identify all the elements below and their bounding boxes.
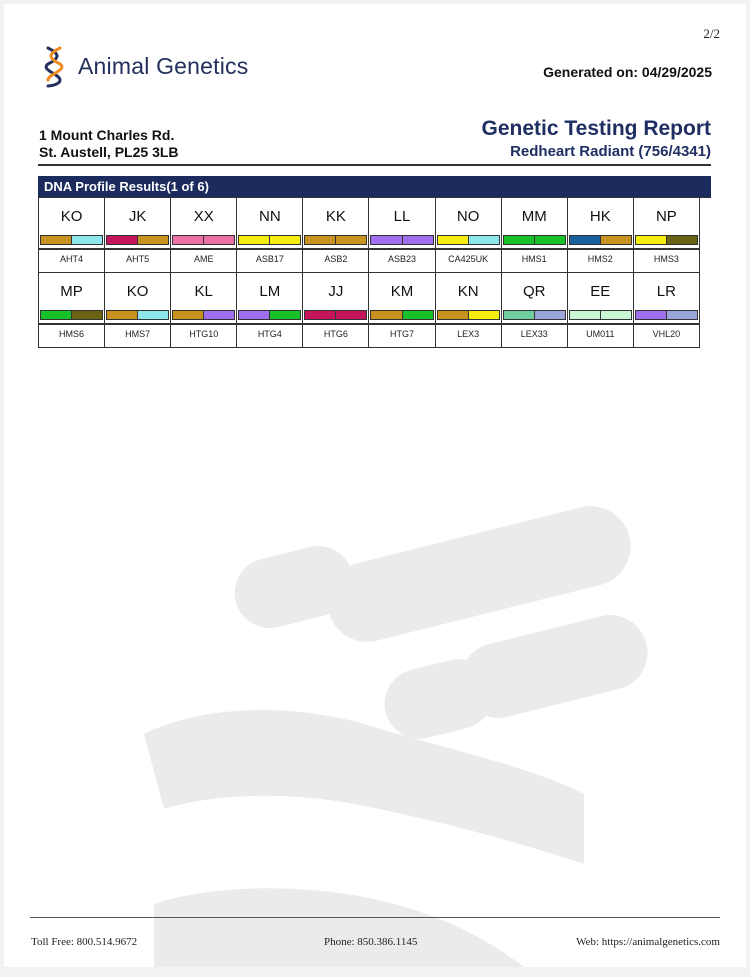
marker-cell bbox=[105, 273, 171, 348]
locus-label: HMS2 bbox=[587, 254, 613, 264]
brand-name: Animal Genetics bbox=[78, 52, 249, 79]
footer-web: Web: https://animalgenetics.com bbox=[576, 936, 720, 948]
report-page bbox=[4, 4, 746, 967]
allele-bars bbox=[172, 235, 235, 245]
allele-bar bbox=[336, 310, 367, 320]
marker-cell bbox=[568, 198, 634, 273]
locus-label: ASB23 bbox=[388, 254, 417, 264]
marker-cell bbox=[171, 273, 237, 348]
allele-bar bbox=[535, 235, 566, 245]
genotype-label: KO bbox=[126, 283, 149, 300]
genotype-label: JJ bbox=[328, 283, 344, 300]
marker-cell bbox=[303, 198, 369, 273]
allele-bar bbox=[601, 235, 632, 245]
allele-bar bbox=[403, 310, 434, 320]
locus-label: VHL20 bbox=[652, 329, 681, 339]
allele-bars bbox=[40, 235, 103, 245]
locus-label: HTG6 bbox=[323, 329, 348, 339]
allele-bars bbox=[238, 235, 301, 245]
genotype-label: EE bbox=[590, 283, 611, 300]
marker-cell bbox=[502, 273, 568, 348]
report-subject: Redheart Radiant (756/4341) bbox=[510, 143, 711, 160]
allele-bar bbox=[304, 310, 336, 320]
address-line-1: 1 Mount Charles Rd. bbox=[39, 127, 175, 143]
page-number: 2/2 bbox=[703, 26, 720, 41]
allele-bar bbox=[172, 310, 204, 320]
dna-helix-icon bbox=[44, 44, 64, 88]
dna-profile-header: DNA Profile Results(1 of 6) bbox=[38, 176, 711, 197]
allele-bars bbox=[437, 235, 500, 245]
allele-bars bbox=[370, 310, 433, 320]
locus-label: AHT4 bbox=[60, 254, 84, 264]
allele-bar bbox=[503, 310, 535, 320]
allele-bar bbox=[270, 310, 301, 320]
allele-bars bbox=[635, 310, 698, 320]
dna-row bbox=[39, 198, 711, 273]
allele-bars bbox=[106, 310, 169, 320]
genotype-label: LR bbox=[656, 283, 676, 300]
locus-label: HMS3 bbox=[653, 254, 679, 264]
report-title: Genetic Testing Report bbox=[481, 117, 711, 140]
marker-cell bbox=[237, 198, 303, 273]
allele-bar bbox=[569, 235, 601, 245]
genotype-label: KK bbox=[325, 208, 346, 225]
marker-cell bbox=[634, 273, 700, 348]
allele-bars bbox=[40, 310, 103, 320]
allele-bars bbox=[569, 235, 632, 245]
brand-logo bbox=[44, 44, 248, 88]
locus-label: CA425UK bbox=[448, 254, 489, 264]
dna-row bbox=[39, 273, 711, 348]
dna-profile-grid bbox=[38, 197, 711, 348]
allele-bar bbox=[138, 310, 169, 320]
allele-bars bbox=[172, 310, 235, 320]
locus-label: HMS6 bbox=[59, 329, 85, 339]
allele-bar bbox=[204, 310, 235, 320]
marker-cell bbox=[237, 273, 303, 348]
locus-label: HMS1 bbox=[521, 254, 547, 264]
locus-label: HTG7 bbox=[390, 329, 415, 339]
allele-bars bbox=[238, 310, 301, 320]
allele-bars bbox=[635, 235, 698, 245]
allele-bars bbox=[304, 235, 367, 245]
allele-bar bbox=[667, 235, 698, 245]
allele-bar bbox=[106, 235, 138, 245]
genotype-label: NN bbox=[258, 208, 281, 225]
allele-bar bbox=[437, 235, 469, 245]
address-block bbox=[39, 127, 179, 161]
allele-bar bbox=[40, 235, 72, 245]
footer-divider bbox=[30, 917, 720, 918]
marker-cell bbox=[369, 198, 435, 273]
allele-bar bbox=[40, 310, 72, 320]
address-line-2: St. Austell, PL25 3LB bbox=[39, 144, 179, 160]
marker-cell bbox=[39, 273, 105, 348]
genotype-label: NO bbox=[456, 208, 480, 225]
genotype-label: KN bbox=[457, 283, 479, 300]
marker-cell bbox=[105, 198, 171, 273]
allele-bars bbox=[569, 310, 632, 320]
allele-bar bbox=[535, 310, 566, 320]
marker-cell bbox=[634, 198, 700, 273]
genotype-label: JK bbox=[128, 208, 147, 225]
allele-bar bbox=[336, 235, 367, 245]
dna-profile-table bbox=[38, 176, 711, 348]
allele-bars bbox=[437, 310, 500, 320]
marker-cell bbox=[369, 273, 435, 348]
allele-bar bbox=[72, 310, 103, 320]
allele-bar bbox=[270, 235, 301, 245]
allele-bar bbox=[204, 235, 235, 245]
generated-date: Generated on: 04/29/2025 bbox=[543, 64, 712, 80]
locus-label: HTG4 bbox=[257, 329, 282, 339]
allele-bar bbox=[238, 310, 270, 320]
allele-bars bbox=[503, 235, 566, 245]
marker-cell bbox=[303, 273, 369, 348]
header-divider bbox=[38, 164, 711, 166]
genotype-label: LL bbox=[393, 208, 411, 225]
report-title-block bbox=[482, 116, 711, 162]
allele-bars bbox=[106, 235, 169, 245]
locus-label: ASB2 bbox=[324, 254, 348, 264]
allele-bar bbox=[370, 310, 402, 320]
genotype-label: HK bbox=[589, 208, 611, 225]
allele-bar bbox=[469, 235, 500, 245]
allele-bar bbox=[601, 310, 632, 320]
genotype-label: MM bbox=[521, 208, 547, 225]
locus-label: HTG10 bbox=[189, 329, 219, 339]
allele-bar bbox=[403, 235, 434, 245]
allele-bar bbox=[635, 235, 667, 245]
locus-label: AHT5 bbox=[126, 254, 150, 264]
allele-bar bbox=[437, 310, 469, 320]
genotype-label: KM bbox=[390, 283, 414, 300]
allele-bar bbox=[238, 235, 270, 245]
genotype-label: KO bbox=[60, 208, 83, 225]
genotype-label: LM bbox=[259, 283, 281, 300]
locus-label: LEX3 bbox=[457, 329, 480, 339]
allele-bar bbox=[503, 235, 535, 245]
locus-label: AME bbox=[193, 254, 214, 264]
genotype-label: QR bbox=[522, 283, 546, 300]
footer-phone: Phone: 850.386.1145 bbox=[324, 936, 418, 948]
footer-tollfree: Toll Free: 800.514.9672 bbox=[31, 936, 138, 948]
marker-cell bbox=[39, 198, 105, 273]
allele-bar bbox=[304, 235, 336, 245]
allele-bars bbox=[304, 310, 367, 320]
genotype-label: XX bbox=[193, 208, 214, 225]
marker-cell bbox=[436, 198, 502, 273]
genotype-label: MP bbox=[60, 283, 83, 300]
genotype-label: NP bbox=[655, 208, 677, 225]
allele-bar bbox=[370, 235, 402, 245]
allele-bars bbox=[370, 235, 433, 245]
allele-bar bbox=[667, 310, 698, 320]
locus-label: ASB17 bbox=[255, 254, 284, 264]
marker-cell bbox=[502, 198, 568, 273]
allele-bars bbox=[503, 310, 566, 320]
allele-bar bbox=[469, 310, 500, 320]
locus-label: HMS7 bbox=[125, 329, 151, 339]
allele-bar bbox=[635, 310, 667, 320]
locus-label: LEX33 bbox=[520, 329, 548, 339]
allele-bar bbox=[106, 310, 138, 320]
allele-bar bbox=[172, 235, 204, 245]
genotype-label: KL bbox=[194, 283, 213, 300]
allele-bar bbox=[72, 235, 103, 245]
marker-cell bbox=[436, 273, 502, 348]
allele-bar bbox=[138, 235, 169, 245]
marker-cell bbox=[171, 198, 237, 273]
marker-cell bbox=[568, 273, 634, 348]
allele-bar bbox=[569, 310, 601, 320]
locus-label: UM011 bbox=[586, 329, 615, 339]
